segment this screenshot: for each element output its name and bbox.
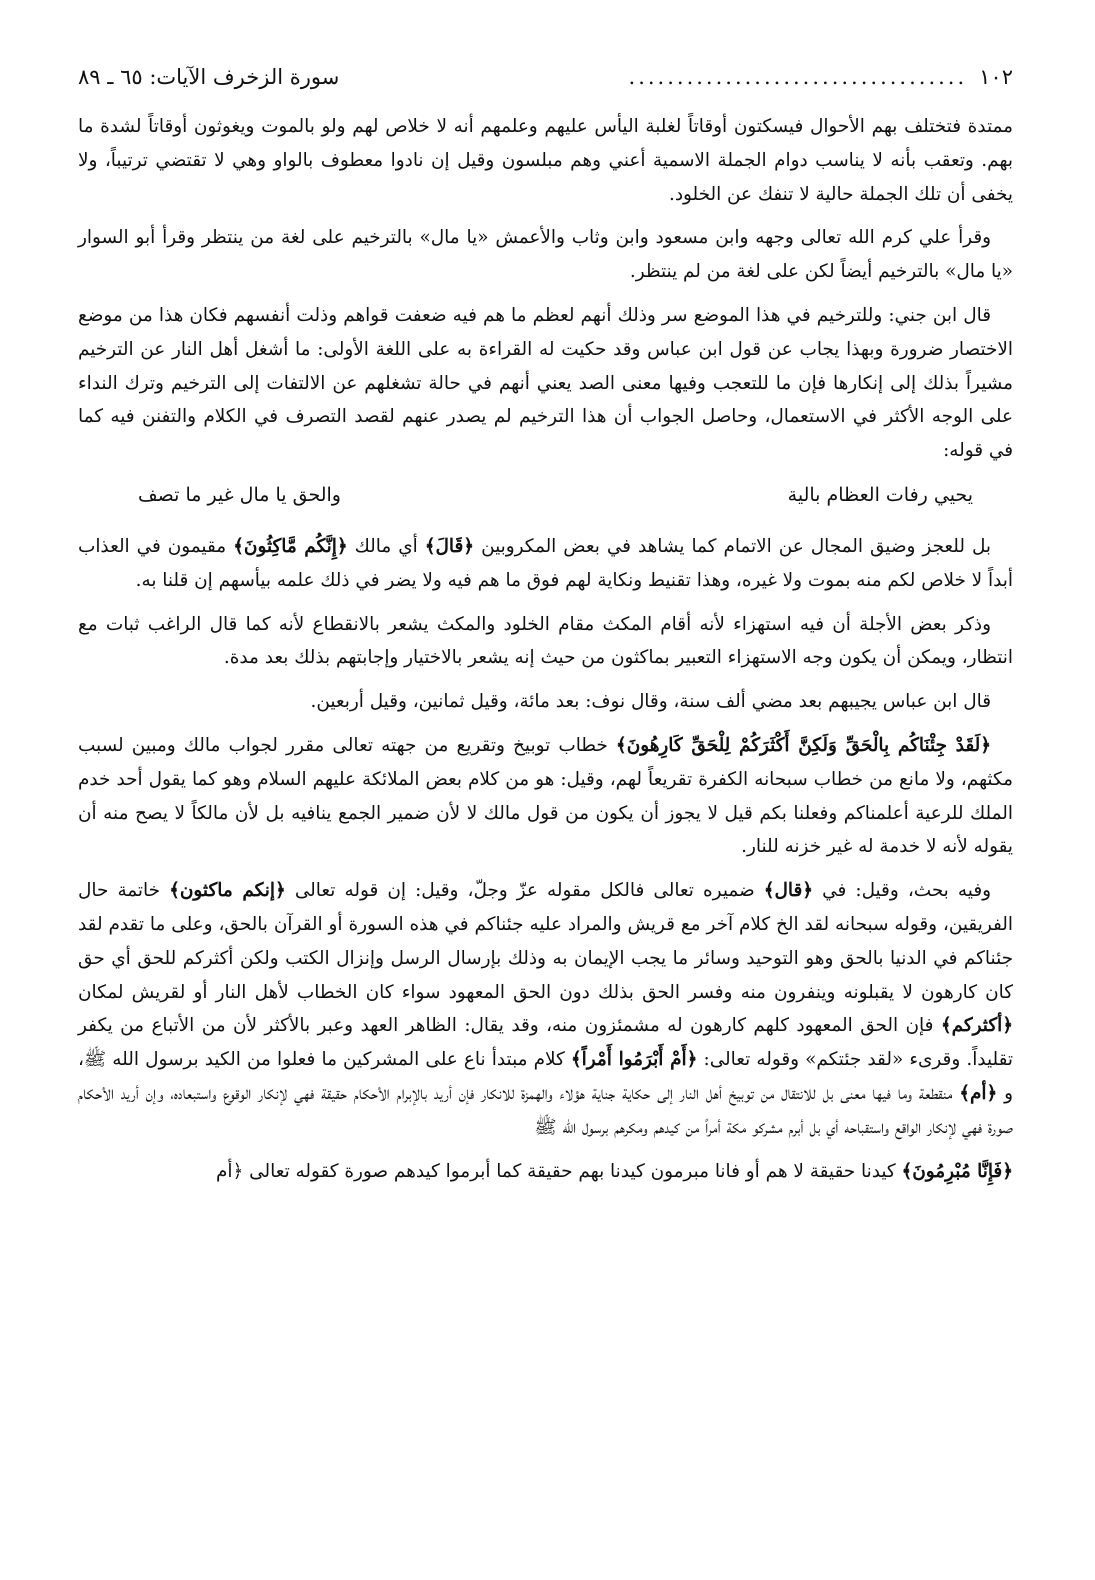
verse-hemistich-1: يحيي رفات العظام بالية [787,483,973,506]
text-segment: خاتمة حال الفريقين، وقوله سبحانه لقد الخ كلام آخر مع قريش والمراد عليه جئناكم في هذه السورة أو القرآن بالحق، وعلى ما تقدم لقد جئناكم في الدنيا بالحق وهو التوحيد وسائر ما يجب الإيمان به وذلك بإرسال الرسل وإنزال الكتب ولكن أكثركم للحق أي حق كان كارهون لا يقبلونه وينفرون منه وفسر الحق بذلك دون الحق المعهود سواء كان الخطاب لأهل النار أو لقريش لمكان [78,880,1013,1003]
text-segment: فإن الحق المعهود كلهم كارهون له مشمئزون منه، وقد يقال: الظاهر العهد وعبر بالأكثر لأن من الأتباع من يكفر تقليداً. وقرىء «لقد جئتكم» وقوله تعالى: [78,1015,1014,1071]
quran-quote: ﴿فَإِنَّا مُبْرِمُونَ﴾ [901,1160,1013,1182]
text-segment: ضميره تعالى فالكل مقوله عزّ وجلّ، وقيل: إن قوله تعالى [285,880,764,902]
paragraph-9 [78,1155,1013,1189]
paragraph-6: قال ابن عباس يجيبهم بعد مضي ألف سنة، وقال نوف: بعد مائة، وقيل ثمانين، وقيل أربعين. [310,691,991,713]
text-segment: أي مالك [347,535,425,557]
quran-quote: ﴿إنكم ماكثون﴾ [169,880,286,902]
text-segment: منقطعة وما فيها معنى بل للانتقال من توبيخ أهل النار إلى حكاية جناية هؤلاء والهمزة للانكار فإن أريد بالإبرام الأحكام حقيقة فهي لإنكار الوقوع واستبعاده، وإن أريد الأحكام صورة فهي لإنكار الواقع واستقباحه أي بل أبرم مشركو مكة أمراً من كيدهم ومكرهم برسول الله ﷺ [78,1082,1013,1138]
quran-quote: ﴿لَقَدْ جِئْنَاكُم بِالْحَقِّ وَلَكِنَّ أَكْثَرَكُمْ لِلْحَقِّ كَارِهُونَ﴾ [615,734,992,756]
page-number: ١٠٢ [979,65,1013,89]
quran-quote: ﴿أكثركم﴾ [940,1015,1013,1037]
text-segment: وفيه بحث، وقيل: في [813,880,991,902]
paragraph-7 [78,729,1013,864]
text-segment: كيدنا حقيقة لا هم أو فانا مبرمون كيدنا بهم حقيقة كما أبرموا كيدهم صورة كقوله تعالى ﴿أم [216,1160,902,1182]
quran-quote: ﴿أَمْ أَبْرَمُوا أَمْراً﴾ [570,1049,698,1071]
paragraph-4 [78,530,1013,598]
surah-reference: سورة الزخرف الآيات: ٦٥ ـ ٨٩ [78,65,340,89]
poetry-verse [138,478,973,512]
paragraph-5: وذكر بعض الأجلة أن فيه استهزاء لأنه أقام المكث مقام الخلود والمكث يشعر بالانقطاع لأنه كما قال الراغب ثبات مع انتظار، ويمكن أن يكون وجه الاستهزاء التعبير بماكثون من حيث إنه يشعر بالاختيار وإجابتهم بذلك بعد مدة. [78,613,1013,669]
paragraph-3: قال ابن جني: وللترخيم في هذا الموضع سر وذلك أنهم لعظم ما هم فيه ضعفت قواهم وذلت أنفسهم فكان هذا من موضع الاختصار ضرورة وبهذا يجاب عن قول ابن عباس وقد حكيت له القراءة به على اللغة الأولى: ما أشغل أهل النار عن الترخيم مشيراً بذلك إلى إنكارها فإن ما للتعجب وفيها معنى الصد يعني أنهم في حالة تشغلهم عن الالتفات إلى الترخيم وترك النداء على الوجه الأكثر في الاستعمال، وحاصل الجواب أن هذا الترخيم لم يصدر عنهم لقصد التصرف في الكلام والتفنن فيه كما في قوله: [78,304,1013,462]
leader-dots: ................................... [628,65,968,89]
verse-hemistich-2: والحق يا مال غير ما تصف [138,483,341,506]
quran-quote: ﴿أم﴾ [959,1082,998,1104]
text-segment: مقيمون في العذاب أبداً لا خلاص لكم منه بموت ولا غيره، وهذا تقنيط ونكاية لهم فوق ما هم فيه ولا يضر في ذلك علمه بيأسهم إن قلنا به. [78,535,1013,591]
quran-quote: ﴿إِنَّكُم مَّاكِثُونَ﴾ [233,535,348,557]
quran-quote: ﴿قال﴾ [763,880,814,902]
paragraph-1: ممتدة فتختلف بهم الأحوال فيسكتون أوقاتاً لغلبة اليأس عليهم وعلمهم أنه لا خلاص لهم ولو بالموت ويغوثون أوقاتاً لشدة ما بهم. وتعقب بأنه لا يناسب دوام الجملة الاسمية أعني وهم مبلسون وقيل إن نادوا معطوف بالواو وهي لا تقتضي ترتيباً، ولا يخفى أن تلك الجملة حالية لا تنفك عن الخلود. [78,116,1013,205]
text-segment: خطاب توبيخ وتقريع من جهته تعالى مقرر لجواب مالك ومبين لسبب مكثهم، ولا مانع من خطاب سبحانه الكفرة تقريعاً لهم، وقيل: هو من كلام بعض الملائكة عليهم السلام وهو كما يقول أحد خدم الملك للرعية أعلمناكم وفعلنا بكم قيل لا يجوز أن يكون من قول مالك لا لأن ضمير الجمع ينافيه بل لأن مالكاً لا يصح منه أن يقوله لأنه لا خدمة له غير خزنه للنار. [78,734,1013,858]
text-segment: بل للعجز وضيق المجال عن الاتمام كما يشاهد في بعض المكروبين [474,535,991,557]
paragraph-2: وقرأ علي كرم الله تعالى وجهه وابن مسعود وابن وثاب والأعمش «يا مال» بالترخيم على لغة من ينتظر وقرأ أبو السوار «يا مال» بالترخيم أيضاً لكن على لغة من لم ينتظر. [78,227,1013,283]
running-header [78,62,1013,96]
text-segment: كلام مبتدأ ناع على المشركين ما فعلوا من الكيد برسول الله ﷺ، و [78,1049,1013,1104]
paragraph-8 [78,874,1013,1144]
quran-quote: ﴿قَالَ﴾ [424,535,475,557]
